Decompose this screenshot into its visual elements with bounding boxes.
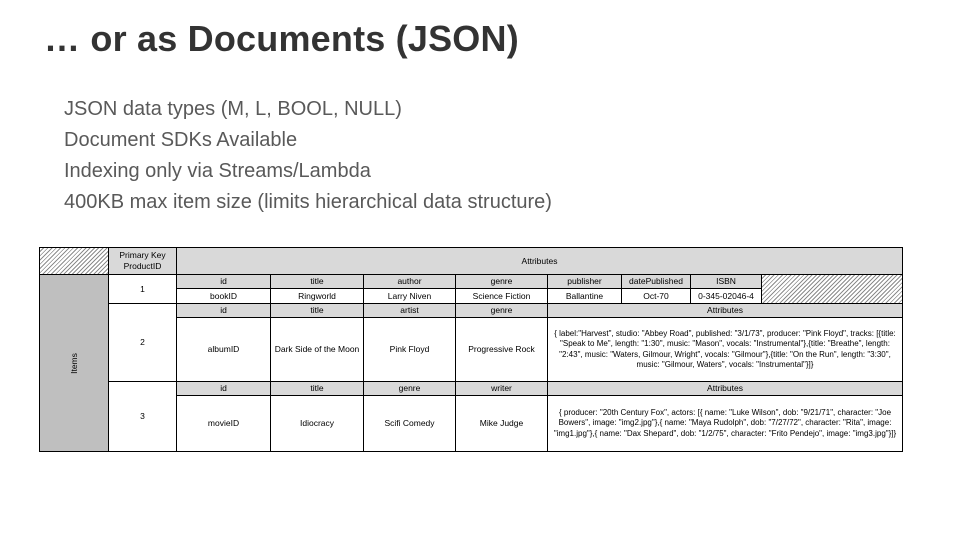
row-1-value: Oct-70 bbox=[621, 288, 691, 304]
row-3-header: id bbox=[176, 381, 271, 396]
row-1-header: ISBN bbox=[690, 274, 762, 289]
row-3-value: Idiocracy bbox=[270, 395, 364, 452]
bullet-item: Document SDKs Available bbox=[64, 129, 298, 151]
row-1-value: 0-345-02046-4 bbox=[690, 288, 762, 304]
row-1-header: genre bbox=[455, 274, 548, 289]
items-label-cell bbox=[39, 274, 109, 452]
row-2-header: id bbox=[176, 303, 271, 318]
product-id-label: ProductID bbox=[123, 261, 162, 271]
attributes-header-label: Attributes bbox=[521, 255, 558, 266]
slide-title: … or as Documents (JSON) bbox=[44, 18, 519, 59]
row-1-header: author bbox=[363, 274, 456, 289]
row-2-id: 2 bbox=[108, 303, 177, 382]
corner-hatch bbox=[39, 247, 109, 275]
row-1-value: bookID bbox=[176, 288, 271, 304]
row-3-value: Mike Judge bbox=[455, 395, 548, 452]
row-2-value: Pink Floyd bbox=[363, 317, 456, 382]
bullet-item: Indexing only via Streams/Lambda bbox=[64, 160, 371, 182]
row-3-header: Attributes bbox=[547, 381, 903, 396]
row-3-header: title bbox=[270, 381, 364, 396]
primary-key-label: Primary Key bbox=[119, 250, 166, 260]
row-1-value: Larry Niven bbox=[363, 288, 456, 304]
bullet-item: 400KB max item size (limits hierarchical data structure) bbox=[64, 191, 552, 213]
bullet-list bbox=[64, 94, 552, 218]
row-1-header: publisher bbox=[547, 274, 622, 289]
row-2-value: albumID bbox=[176, 317, 271, 382]
row-1-empty-hatch bbox=[761, 274, 903, 304]
items-label: Items bbox=[68, 352, 79, 374]
row-2-value: Progressive Rock bbox=[455, 317, 548, 382]
row-2-header: Attributes bbox=[547, 303, 903, 318]
row-3-header: writer bbox=[455, 381, 548, 396]
row-1-value: Science Fiction bbox=[455, 288, 548, 304]
row-3-id: 3 bbox=[108, 381, 177, 452]
row-1-id: 1 bbox=[108, 274, 177, 304]
row-2-header: genre bbox=[455, 303, 548, 318]
row-1-value: Ringworld bbox=[270, 288, 364, 304]
row-2-value: Dark Side of the Moon bbox=[270, 317, 364, 382]
row-1-header: datePublished bbox=[621, 274, 691, 289]
primary-key-header bbox=[108, 247, 177, 275]
attributes-header bbox=[176, 247, 903, 275]
row-1-header: id bbox=[176, 274, 271, 289]
row-3-header: genre bbox=[363, 381, 456, 396]
row-2-json-attributes: { label:"Harvest", studio: "Abbey Road", published: "3/1/73", producer: "Pink Floyd", tracks: [{title: "Speak to Me", length: "1:30", music: "Mason", vocals: "Instrumental"},{title: "Breathe", length: "2:43", music: "Waters, Gilmour, Wright", vocals: "Gilmour"},{title: "On the Run", length: "3:30", music: "Gilmour, Waters", vocals: "Instrumental"}]} bbox=[547, 317, 903, 382]
row-2-header: title bbox=[270, 303, 364, 318]
bullet-item: JSON data types (M, L, BOOL, NULL) bbox=[64, 98, 402, 120]
row-3-value: movieID bbox=[176, 395, 271, 452]
row-2-header: artist bbox=[363, 303, 456, 318]
row-1-value: Ballantine bbox=[547, 288, 622, 304]
row-3-value: Scifi Comedy bbox=[363, 395, 456, 452]
dynamodb-table-diagram bbox=[39, 247, 903, 452]
row-1-header: title bbox=[270, 274, 364, 289]
row-3-json-attributes: { producer: "20th Century Fox", actors: [{ name: "Luke Wilson", dob: "9/21/71", character: "Joe Bowers", image: "img2.jpg"},{ name: "Maya Rudolph", dob: "7/27/72", character: "Rita", image: "img1.jpg"},{ name: "Dax Shepard", dob: "1/2/75", character: "Frito Pendejo", image: "img3.jpg"}]} bbox=[547, 395, 903, 452]
